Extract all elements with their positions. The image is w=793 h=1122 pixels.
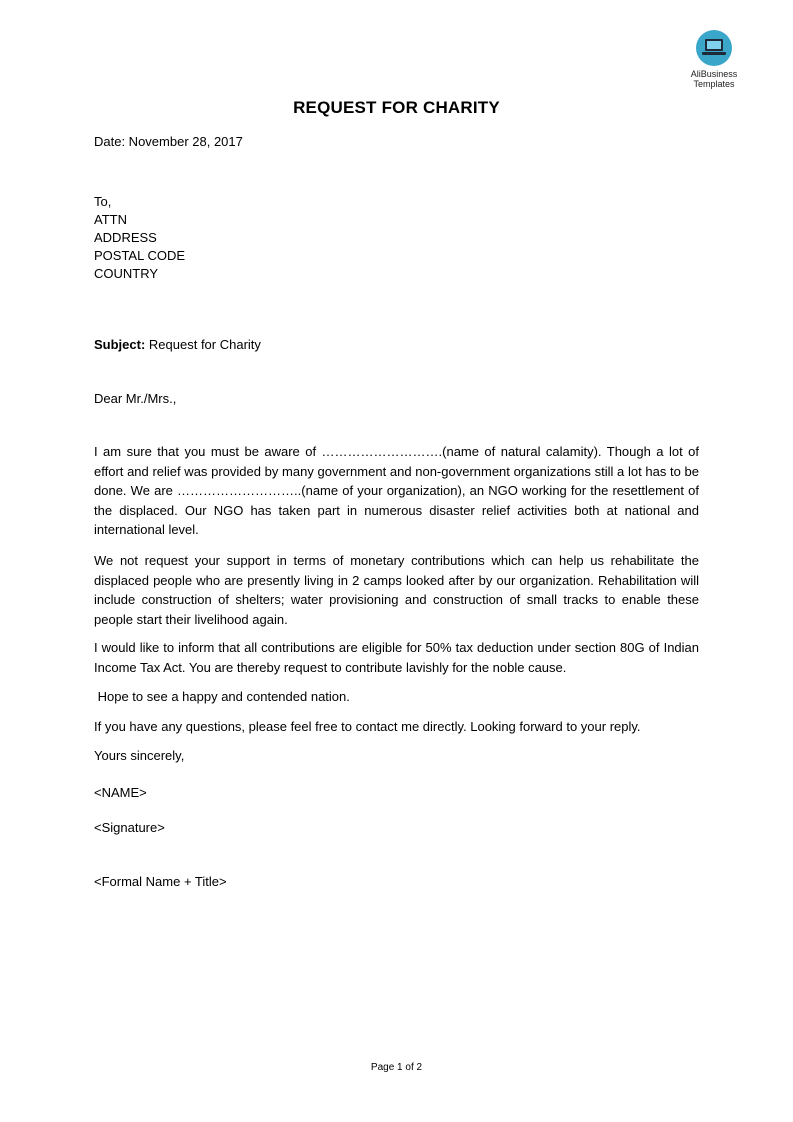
signature-name: <NAME> — [94, 785, 147, 800]
address-to: To, — [94, 194, 112, 209]
signature-formal-title: <Formal Name + Title> — [94, 874, 227, 889]
brand-logo — [673, 30, 755, 89]
logo-line-2: Templates — [693, 79, 735, 89]
date-line: Date: November 28, 2017 — [94, 134, 243, 149]
subject-label: Subject: — [94, 337, 146, 352]
salutation: Dear Mr./Mrs., — [94, 391, 177, 406]
laptop-icon — [696, 30, 732, 66]
page-title: REQUEST FOR CHARITY — [293, 98, 500, 117]
address-postal-code: POSTAL CODE — [94, 248, 186, 263]
subject-text: Request for Charity — [145, 337, 261, 352]
logo-line-1: AliBusiness — [690, 69, 738, 79]
address-country: COUNTRY — [94, 266, 159, 281]
page-number: Page 1 of 2 — [370, 1062, 423, 1073]
body-paragraph-1: I am sure that you must be aware of ……………………….(name of natural calamity). Though a lot of effort and relief was provided by many government and non-government organizations still a lot has to be done. We are ………………………..(name of your organization), an NGO working for the resettlement of the displaced. Our NGO has taken part in numerous disaster relief activities both at national and international level. — [94, 444, 699, 538]
closing: Yours sincerely, — [94, 748, 185, 763]
signature-placeholder: <Signature> — [94, 820, 165, 835]
body-paragraph-3: I would like to inform that all contributions are eligible for 50% tax deduction under section 80G of Indian Income Tax Act. You are thereby request to contribute lavishly for the noble cause. — [94, 640, 699, 675]
address-address: ADDRESS — [94, 230, 157, 245]
address-attn: ATTN — [94, 212, 127, 227]
body-paragraph-2: We not request your support in terms of monetary contributions which can help us rehabilitate the displaced people who are presently living in 2 camps looked after by our organization. Rehabilitation will include construction of shelters; water provisioning and construction of small tracks to enable these people start their livelihood again. — [94, 553, 699, 627]
body-paragraph-4: Hope to see a happy and contended nation. — [94, 689, 350, 704]
body-paragraph-5: If you have any questions, please feel free to contact me directly. Looking forward to your reply. — [94, 719, 641, 734]
subject-line — [94, 336, 261, 354]
logo-text — [673, 69, 755, 89]
